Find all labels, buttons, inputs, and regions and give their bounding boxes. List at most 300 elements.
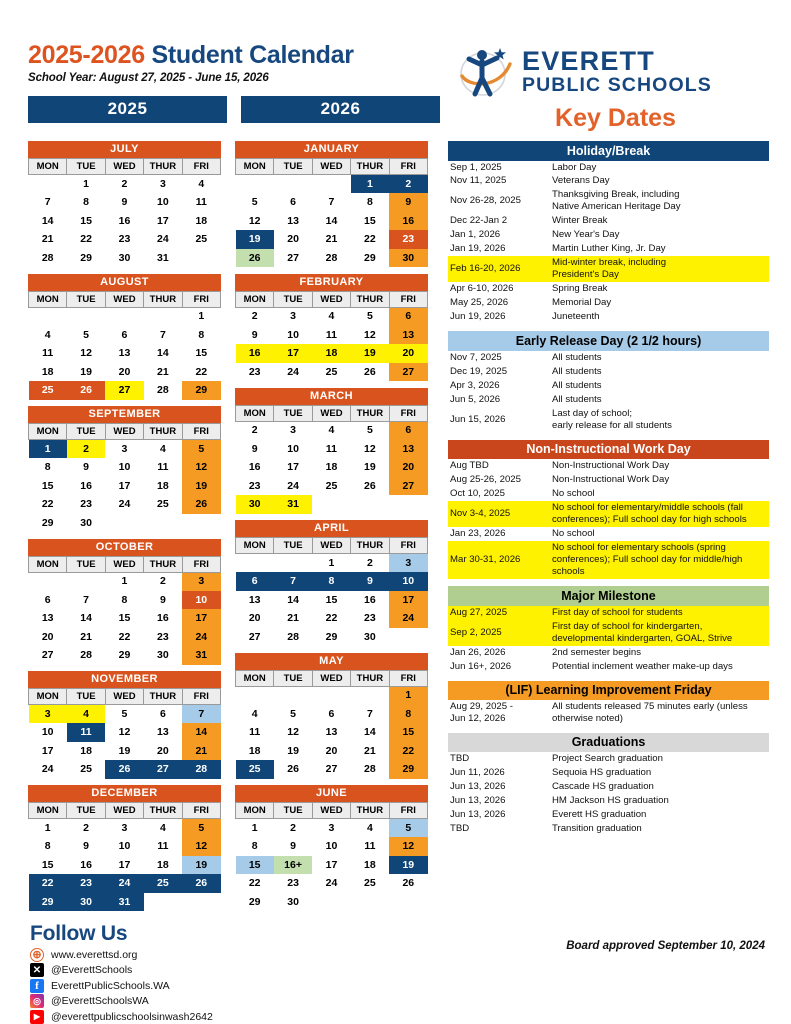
day-cell[interactable]: 11 xyxy=(312,326,350,345)
day-cell[interactable]: 29 xyxy=(182,381,220,400)
day-cell[interactable]: 19 xyxy=(236,230,274,249)
day-cell[interactable]: 25 xyxy=(67,760,105,779)
day-cell[interactable]: 2 xyxy=(67,440,105,459)
day-cell[interactable]: 26 xyxy=(351,477,389,496)
day-cell[interactable]: 25 xyxy=(236,760,274,779)
day-cell[interactable]: 8 xyxy=(351,193,389,212)
day-cell[interactable]: 8 xyxy=(236,837,274,856)
day-cell[interactable]: 14 xyxy=(144,344,182,363)
day-cell[interactable]: 8 xyxy=(67,193,105,212)
day-cell[interactable]: 27 xyxy=(389,477,427,496)
day-cell[interactable]: 7 xyxy=(312,193,350,212)
key-date-value: TBD xyxy=(450,753,470,765)
day-cell[interactable]: 29 xyxy=(351,249,389,268)
day-cell[interactable]: 24 xyxy=(29,760,67,779)
day-cell[interactable]: 30 xyxy=(144,646,182,665)
day-cell[interactable]: 3 xyxy=(312,819,350,838)
month-november xyxy=(28,671,221,779)
key-dates-table xyxy=(448,459,769,579)
day-cell[interactable]: 18 xyxy=(144,856,182,875)
day-cell[interactable]: 22 xyxy=(67,230,105,249)
day-cell[interactable]: 2 xyxy=(274,819,312,838)
day-cell[interactable]: 6 xyxy=(389,421,427,440)
day-cell[interactable]: 6 xyxy=(312,705,350,724)
day-cell[interactable]: 20 xyxy=(105,363,143,382)
day-cell[interactable]: 25 xyxy=(144,874,182,893)
day-cell[interactable]: 30 xyxy=(105,249,143,268)
day-cell[interactable]: 4 xyxy=(312,421,350,440)
day-cell[interactable]: 14 xyxy=(312,212,350,231)
day-cell[interactable]: 5 xyxy=(182,819,220,838)
day-cell[interactable]: 4 xyxy=(67,705,105,724)
day-cell[interactable]: 24 xyxy=(105,874,143,893)
day-cell[interactable]: 20 xyxy=(29,628,67,647)
day-cell[interactable]: 4 xyxy=(312,307,350,326)
day-cell[interactable]: 23 xyxy=(67,495,105,514)
day-cell[interactable]: 1 xyxy=(182,307,220,326)
day-cell[interactable]: 16 xyxy=(67,477,105,496)
day-cell[interactable]: 26 xyxy=(389,874,427,893)
follow-us-handle: @EverettSchools xyxy=(51,964,133,976)
key-date-value: Jun 13, 2026 xyxy=(450,809,506,821)
day-cell[interactable]: 11 xyxy=(182,193,220,212)
day-cell[interactable]: 31 xyxy=(144,249,182,268)
day-cell[interactable]: 29 xyxy=(236,893,274,912)
day-cell[interactable]: 8 xyxy=(182,326,220,345)
day-cell[interactable]: 21 xyxy=(312,230,350,249)
day-cell[interactable]: 7 xyxy=(351,705,389,724)
day-cell[interactable]: 25 xyxy=(312,363,350,382)
day-cell[interactable]: 11 xyxy=(236,723,274,742)
follow-us-link[interactable] xyxy=(30,994,791,1008)
day-cell[interactable]: 28 xyxy=(274,628,312,647)
day-cell[interactable]: 10 xyxy=(182,591,220,610)
day-cell[interactable]: 1 xyxy=(236,819,274,838)
day-cell[interactable]: 17 xyxy=(312,856,350,875)
day-cell[interactable]: 4 xyxy=(182,175,220,194)
day-cell[interactable]: 29 xyxy=(67,249,105,268)
day-cell[interactable]: 7 xyxy=(29,193,67,212)
day-cell[interactable]: 9 xyxy=(236,440,274,459)
weekday-header-wed: WED xyxy=(105,159,143,175)
day-cell[interactable]: 1 xyxy=(312,554,350,573)
day-cell[interactable]: 19 xyxy=(67,363,105,382)
day-cell[interactable]: 17 xyxy=(105,477,143,496)
week-row xyxy=(29,230,221,249)
day-cell[interactable]: 8 xyxy=(312,572,350,591)
day-cell[interactable]: 12 xyxy=(182,837,220,856)
day-cell[interactable]: 19 xyxy=(274,742,312,761)
day-cell[interactable]: 17 xyxy=(144,212,182,231)
day-cell[interactable]: 15 xyxy=(312,591,350,610)
day-cell[interactable]: 1 xyxy=(351,175,389,194)
day-cell[interactable]: 4 xyxy=(29,326,67,345)
day-cell[interactable]: 22 xyxy=(389,742,427,761)
day-cell[interactable]: 5 xyxy=(236,193,274,212)
day-cell[interactable]: 16 xyxy=(67,856,105,875)
day-cell[interactable]: 10 xyxy=(312,837,350,856)
day-cell[interactable]: 10 xyxy=(274,326,312,345)
day-cell[interactable]: 8 xyxy=(105,591,143,610)
facebook-icon[interactable]: f xyxy=(30,979,44,993)
day-cell[interactable]: 6 xyxy=(274,193,312,212)
key-dates-row xyxy=(448,407,769,433)
day-cell[interactable]: 31 xyxy=(105,893,143,912)
day-cell[interactable]: 18 xyxy=(236,742,274,761)
day-cell[interactable]: 24 xyxy=(389,609,427,628)
day-cell[interactable]: 13 xyxy=(29,609,67,628)
day-cell[interactable]: 30 xyxy=(274,893,312,912)
day-cell[interactable]: 30 xyxy=(236,495,274,514)
day-cell[interactable]: 29 xyxy=(312,628,350,647)
follow-us-link[interactable] xyxy=(30,1010,791,1024)
day-cell[interactable]: 10 xyxy=(29,723,67,742)
week-row xyxy=(236,628,428,647)
weekday-header-fri: FRI xyxy=(389,405,427,421)
day-cell[interactable]: 4 xyxy=(144,440,182,459)
day-cell[interactable]: 9 xyxy=(274,837,312,856)
day-cell[interactable]: 9 xyxy=(351,572,389,591)
day-cell[interactable]: 20 xyxy=(312,742,350,761)
key-date-description: Labor Day xyxy=(552,161,597,173)
day-cell[interactable]: 26 xyxy=(182,495,220,514)
day-cell[interactable]: 29 xyxy=(105,646,143,665)
day-cell[interactable]: 24 xyxy=(312,874,350,893)
day-cell[interactable]: 21 xyxy=(182,742,220,761)
day-cell[interactable]: 27 xyxy=(312,760,350,779)
day-cell[interactable]: 17 xyxy=(274,344,312,363)
day-cell[interactable]: 26 xyxy=(351,363,389,382)
day-cell[interactable]: 16 xyxy=(144,609,182,628)
day-cell[interactable]: 23 xyxy=(236,363,274,382)
day-cell[interactable]: 4 xyxy=(236,705,274,724)
day-cell[interactable]: 28 xyxy=(351,760,389,779)
day-cell[interactable]: 5 xyxy=(105,705,143,724)
day-cell[interactable]: 18 xyxy=(312,458,350,477)
day-cell[interactable]: 4 xyxy=(144,819,182,838)
day-cell[interactable]: 13 xyxy=(389,326,427,345)
day-cell[interactable]: 1 xyxy=(29,440,67,459)
week-row xyxy=(29,212,221,231)
day-cell[interactable]: 11 xyxy=(29,344,67,363)
key-date-description: All students xyxy=(552,393,602,405)
day-cell[interactable]: 28 xyxy=(67,646,105,665)
day-cell[interactable]: 29 xyxy=(29,893,67,912)
day-cell[interactable]: 6 xyxy=(105,326,143,345)
day-cell[interactable]: 9 xyxy=(105,193,143,212)
day-cell[interactable]: 12 xyxy=(182,458,220,477)
follow-us-link[interactable] xyxy=(30,979,791,993)
day-cell[interactable]: 25 xyxy=(144,495,182,514)
day-cell[interactable]: 24 xyxy=(105,495,143,514)
day-cell[interactable]: 27 xyxy=(105,381,143,400)
day-cell[interactable]: 5 xyxy=(182,440,220,459)
day-cell[interactable]: 2 xyxy=(351,554,389,573)
day-cell[interactable]: 26 xyxy=(67,381,105,400)
day-cell[interactable]: 15 xyxy=(67,212,105,231)
day-cell[interactable]: 8 xyxy=(389,705,427,724)
week-row xyxy=(236,440,428,459)
day-cell[interactable]: 15 xyxy=(236,856,274,875)
day-cell[interactable]: 13 xyxy=(389,440,427,459)
day-cell[interactable]: 11 xyxy=(144,837,182,856)
day-cell[interactable]: 23 xyxy=(236,477,274,496)
day-cell[interactable]: 12 xyxy=(236,212,274,231)
day-cell[interactable]: 17 xyxy=(182,609,220,628)
day-cell[interactable]: 7 xyxy=(144,326,182,345)
day-cell[interactable]: 22 xyxy=(29,874,67,893)
day-cell[interactable]: 4 xyxy=(351,819,389,838)
day-cell[interactable]: 28 xyxy=(29,249,67,268)
key-date-value: Sep 1, 2025 xyxy=(450,161,502,173)
day-cell[interactable]: 22 xyxy=(351,230,389,249)
weekday-header-wed: WED xyxy=(312,291,350,307)
day-cell[interactable]: 9 xyxy=(144,591,182,610)
day-cell[interactable]: 22 xyxy=(182,363,220,382)
day-cell[interactable]: 5 xyxy=(351,307,389,326)
day-cell[interactable]: 20 xyxy=(236,609,274,628)
key-dates-row xyxy=(448,822,769,836)
key-date-value: May 25, 2026 xyxy=(450,297,509,309)
day-cell[interactable]: 28 xyxy=(144,381,182,400)
day-cell[interactable]: 15 xyxy=(29,477,67,496)
day-cell[interactable]: 13 xyxy=(312,723,350,742)
day-cell[interactable]: 18 xyxy=(351,856,389,875)
follow-us-link[interactable] xyxy=(30,963,791,977)
weekday-header-wed: WED xyxy=(105,424,143,440)
day-cell[interactable]: 13 xyxy=(236,591,274,610)
day-cell[interactable]: 16 xyxy=(236,458,274,477)
day-cell[interactable]: 3 xyxy=(182,572,220,591)
week-row xyxy=(29,440,221,459)
day-cell[interactable]: 21 xyxy=(351,742,389,761)
day-cell[interactable]: 2 xyxy=(67,819,105,838)
day-cell[interactable]: 8 xyxy=(29,458,67,477)
day-cell[interactable]: 30 xyxy=(67,514,105,533)
globe-icon[interactable]: ⊕ xyxy=(30,948,44,962)
day-cell[interactable]: 20 xyxy=(274,230,312,249)
day-cell[interactable]: 20 xyxy=(389,458,427,477)
day-cell[interactable]: 23 xyxy=(67,874,105,893)
day-cell[interactable]: 12 xyxy=(389,837,427,856)
day-cell[interactable]: 17 xyxy=(29,742,67,761)
day-cell[interactable]: 19 xyxy=(182,477,220,496)
day-cell[interactable]: 19 xyxy=(351,344,389,363)
day-cell[interactable]: 24 xyxy=(274,477,312,496)
day-cell[interactable]: 10 xyxy=(144,193,182,212)
key-dates-row xyxy=(448,606,769,620)
key-date-description: Thanksgiving Break, including Native American Heritage Day xyxy=(552,189,681,213)
day-cell[interactable]: 22 xyxy=(312,609,350,628)
day-cell[interactable]: 9 xyxy=(67,837,105,856)
day-cell[interactable]: 26 xyxy=(236,249,274,268)
day-cell[interactable]: 11 xyxy=(351,837,389,856)
weekday-header-mon: MON xyxy=(236,405,274,421)
day-cell[interactable]: 3 xyxy=(29,705,67,724)
day-cell[interactable]: 15 xyxy=(105,609,143,628)
x-twitter-icon[interactable]: ✕ xyxy=(30,963,44,977)
day-cell[interactable]: 30 xyxy=(389,249,427,268)
instagram-icon[interactable]: ◎ xyxy=(30,994,44,1008)
key-date-description: Spring Break xyxy=(552,283,608,295)
day-cell[interactable]: 5 xyxy=(389,819,427,838)
day-cell[interactable]: 6 xyxy=(236,572,274,591)
day-cell[interactable]: 25 xyxy=(182,230,220,249)
day-cell[interactable]: 13 xyxy=(105,344,143,363)
day-cell[interactable]: 10 xyxy=(274,440,312,459)
day-cell[interactable]: 11 xyxy=(67,723,105,742)
day-cell[interactable]: 16 xyxy=(351,591,389,610)
day-cell[interactable]: 9 xyxy=(236,326,274,345)
day-cell[interactable]: 28 xyxy=(312,249,350,268)
day-cell[interactable]: 26 xyxy=(274,760,312,779)
day-cell[interactable]: 21 xyxy=(274,609,312,628)
day-cell[interactable]: 20 xyxy=(144,742,182,761)
day-cell[interactable]: 23 xyxy=(144,628,182,647)
day-cell[interactable]: 22 xyxy=(105,628,143,647)
day-cell[interactable]: 23 xyxy=(105,230,143,249)
day-cell[interactable]: 31 xyxy=(274,495,312,514)
day-cell[interactable]: 3 xyxy=(105,819,143,838)
day-cell[interactable]: 3 xyxy=(274,421,312,440)
day-cell[interactable]: 15 xyxy=(182,344,220,363)
day-cell[interactable]: 27 xyxy=(274,249,312,268)
weekday-header-thur: THUR xyxy=(351,670,389,686)
day-cell[interactable]: 2 xyxy=(236,307,274,326)
day-cell[interactable]: 23 xyxy=(389,230,427,249)
weekday-header-fri: FRI xyxy=(389,291,427,307)
day-cell[interactable]: 19 xyxy=(182,856,220,875)
day-cell[interactable]: 15 xyxy=(29,856,67,875)
day-cell[interactable]: 5 xyxy=(67,326,105,345)
day-cell[interactable]: 10 xyxy=(389,572,427,591)
day-cell[interactable]: 1 xyxy=(67,175,105,194)
header-right xyxy=(440,42,769,133)
day-cell[interactable]: 14 xyxy=(67,609,105,628)
day-cell[interactable]: 30 xyxy=(351,628,389,647)
day-cell[interactable]: 18 xyxy=(29,363,67,382)
day-cell[interactable]: 8 xyxy=(29,837,67,856)
day-cell[interactable]: 29 xyxy=(389,760,427,779)
youtube-icon[interactable]: ▶ xyxy=(30,1010,44,1024)
day-cell[interactable]: 19 xyxy=(389,856,427,875)
day-cell[interactable]: 21 xyxy=(144,363,182,382)
day-cell[interactable]: 14 xyxy=(351,723,389,742)
day-cell[interactable]: 22 xyxy=(236,874,274,893)
day-cell[interactable]: 12 xyxy=(351,440,389,459)
day-cell[interactable]: 20 xyxy=(389,344,427,363)
day-cell[interactable]: 16 xyxy=(105,212,143,231)
day-cell[interactable]: 18 xyxy=(144,477,182,496)
day-cell[interactable]: 2 xyxy=(389,175,427,194)
day-cell[interactable]: 9 xyxy=(67,458,105,477)
day-cell[interactable]: 6 xyxy=(144,705,182,724)
day-cell[interactable]: 9 xyxy=(389,193,427,212)
day-cell[interactable]: 2 xyxy=(236,421,274,440)
day-cell[interactable]: 26 xyxy=(105,760,143,779)
day-cell[interactable]: 18 xyxy=(312,344,350,363)
day-cell[interactable]: 19 xyxy=(105,742,143,761)
day-cell[interactable]: 1 xyxy=(389,686,427,705)
day-cell[interactable]: 3 xyxy=(389,554,427,573)
day-cell[interactable]: 7 xyxy=(67,591,105,610)
day-cell[interactable]: 13 xyxy=(274,212,312,231)
day-cell[interactable]: 7 xyxy=(182,705,220,724)
day-cell[interactable]: 24 xyxy=(144,230,182,249)
day-cell[interactable]: 1 xyxy=(29,819,67,838)
day-cell[interactable]: 25 xyxy=(351,874,389,893)
day-cell[interactable]: 6 xyxy=(389,307,427,326)
day-cell[interactable]: 16 xyxy=(389,212,427,231)
day-cell[interactable]: 5 xyxy=(351,421,389,440)
day-cell[interactable]: 12 xyxy=(274,723,312,742)
day-cell[interactable]: 18 xyxy=(182,212,220,231)
day-cell[interactable]: 14 xyxy=(29,212,67,231)
day-cell[interactable]: 6 xyxy=(29,591,67,610)
day-cell[interactable]: 27 xyxy=(389,363,427,382)
day-cell[interactable]: 10 xyxy=(105,458,143,477)
day-cell[interactable]: 22 xyxy=(29,495,67,514)
day-cell[interactable]: 28 xyxy=(182,760,220,779)
day-cell[interactable]: 31 xyxy=(182,646,220,665)
day-cell[interactable]: 17 xyxy=(389,591,427,610)
day-cell[interactable]: 16 xyxy=(236,344,274,363)
key-dates-row xyxy=(448,351,769,365)
day-cell[interactable]: 29 xyxy=(29,514,67,533)
day-cell[interactable]: 11 xyxy=(144,458,182,477)
day-cell[interactable]: 2 xyxy=(105,175,143,194)
day-cell[interactable]: 27 xyxy=(29,646,67,665)
day-cell[interactable]: 30 xyxy=(67,893,105,912)
day-cell[interactable]: 23 xyxy=(351,609,389,628)
day-cell[interactable]: 12 xyxy=(67,344,105,363)
day-cell[interactable]: 15 xyxy=(351,212,389,231)
day-cell[interactable]: 3 xyxy=(105,440,143,459)
day-cell[interactable]: 17 xyxy=(274,458,312,477)
day-cell[interactable]: 10 xyxy=(105,837,143,856)
day-cell[interactable]: 25 xyxy=(29,381,67,400)
week-row xyxy=(236,307,428,326)
day-cell[interactable]: 27 xyxy=(236,628,274,647)
day-cell[interactable]: 12 xyxy=(105,723,143,742)
day-cell[interactable]: 19 xyxy=(351,458,389,477)
day-cell[interactable]: 15 xyxy=(389,723,427,742)
day-cell[interactable]: 14 xyxy=(182,723,220,742)
day-cell[interactable]: 16+ xyxy=(274,856,312,875)
day-cell[interactable]: 5 xyxy=(274,705,312,724)
day-cell[interactable]: 26 xyxy=(182,874,220,893)
day-cell[interactable]: 21 xyxy=(67,628,105,647)
day-cell[interactable]: 2 xyxy=(144,572,182,591)
day-cell[interactable]: 24 xyxy=(182,628,220,647)
day-cell[interactable]: 3 xyxy=(274,307,312,326)
day-cell[interactable]: 11 xyxy=(312,440,350,459)
key-date-value: Nov 11, 2025 xyxy=(450,175,507,187)
day-cell[interactable]: 23 xyxy=(274,874,312,893)
day-cell[interactable]: 14 xyxy=(274,591,312,610)
day-cell[interactable]: 21 xyxy=(29,230,67,249)
day-cell[interactable]: 27 xyxy=(144,760,182,779)
day-cell[interactable]: 13 xyxy=(144,723,182,742)
day-cell[interactable]: 17 xyxy=(105,856,143,875)
day-cell[interactable]: 1 xyxy=(105,572,143,591)
day-cell[interactable]: 24 xyxy=(274,363,312,382)
day-cell[interactable]: 25 xyxy=(312,477,350,496)
day-cell[interactable]: 7 xyxy=(274,572,312,591)
day-cell[interactable]: 18 xyxy=(67,742,105,761)
day-cell[interactable]: 12 xyxy=(351,326,389,345)
day-cell[interactable]: 3 xyxy=(144,175,182,194)
